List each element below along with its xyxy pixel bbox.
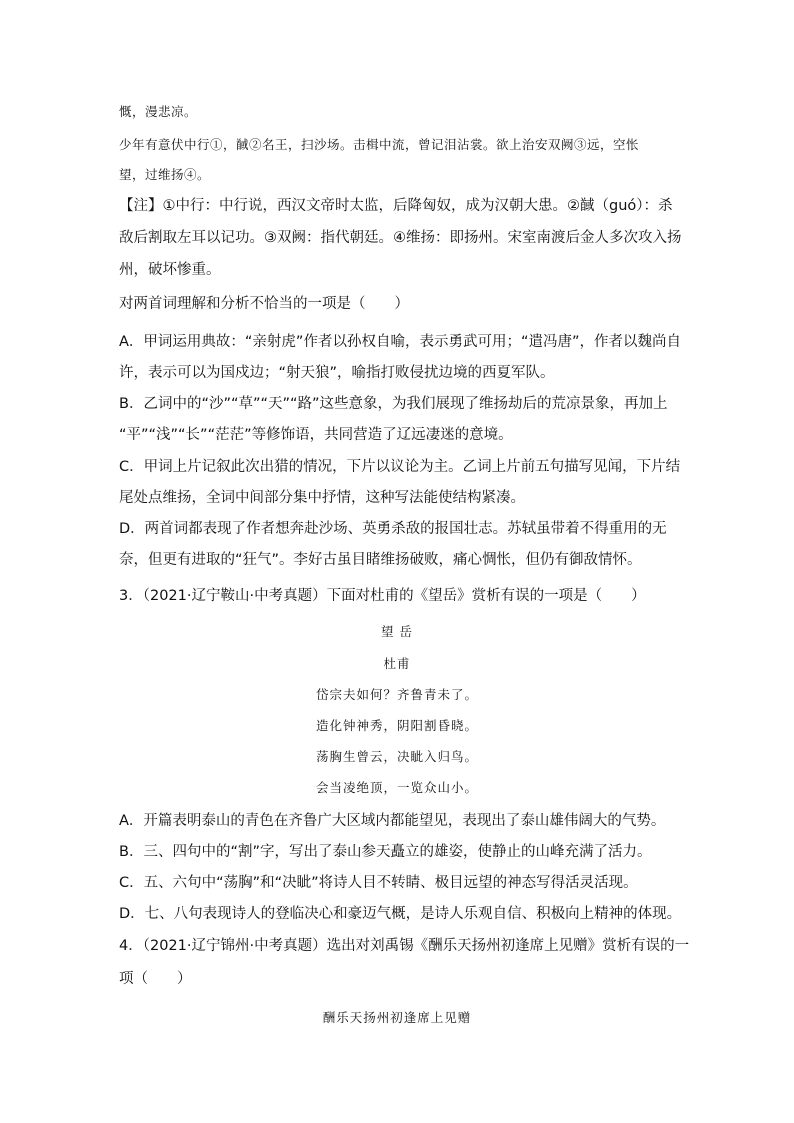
ci-line: 望，过维扬④。 xyxy=(119,167,211,182)
option-d: D．七、八句表现诗人的登临决心和豪迈气概，是诗人乐观自信、积极向上精神的体现。 xyxy=(119,906,682,922)
option-c: C．五、六句中“荡胸”和“决眦”将诗人目不转睛、极目远望的神态写得活灵活现。 xyxy=(119,875,638,891)
poem-line: 造化钟神秀，阴阳割昏晓。 xyxy=(315,718,478,733)
option-c-cont: 尾处点维扬，全词中间部分集中抒情，这种写法能使结构紧凑。 xyxy=(119,490,525,506)
option-a: A．开篇表明泰山的青色在齐鲁广大区域内都能望见，表现出了泰山雄伟阔大的气势。 xyxy=(119,813,666,829)
option-d-cont: 奈，但更有进取的“狂气”。李好古虽目睹维扬破败，痛心惆怅，但仍有御敌情怀。 xyxy=(119,552,642,568)
poem-title: 酬乐天扬州初逢席上见赠 xyxy=(322,1010,472,1025)
poem-author: 杜甫 xyxy=(383,656,411,671)
note-line: 敌后割取左耳以记功。③双阙：指代朝廷。④维扬：即扬州。宋室南渡后金人多次攻入扬 xyxy=(119,230,682,246)
question-stem: 3．（2021·辽宁鞍山·中考真题）下面对杜甫的《望岳》赏析有误的一项是（ ） xyxy=(119,588,646,604)
question-stem: 4．（2021·辽宁锦州·中考真题）选出对刘禹锡《酬乐天扬州初逢席上见赠》赏析有误的一 xyxy=(119,938,690,954)
ci-line: 慨，漫悲凉。 xyxy=(119,104,198,119)
note-line: 【注】①中行：中行说，西汉文帝时太监，后降匈奴，成为汉朝大患。②馘（guó）：杀 xyxy=(119,198,673,214)
option-d: D．两首词都表现了作者想奔赴沙场、英勇杀敌的报国壮志。苏轼虽带着不得重用的无 xyxy=(119,521,667,537)
poem-line: 荡胸生曾云，决眦入归鸟。 xyxy=(315,749,478,764)
question-stem: 对两首词理解和分析不恰当的一项是（ ） xyxy=(119,296,409,312)
question-stem-cont: 项（ ） xyxy=(119,971,192,987)
option-a: A．甲词运用典故：“亲射虎”作者以孙权自喻，表示勇武可用；“遣冯唐”，作者以魏尚自 xyxy=(119,334,681,350)
poem-title: 望 岳 xyxy=(381,624,413,639)
option-b: B．乙词中的“沙”“草”“天”“路”这些意象，为我们展现了维扬劫后的荒凉景象，再加上 xyxy=(119,396,668,412)
option-a-cont: 许，表示可以为国戍边；“射天狼”，喻指打败侵扰边境的西夏军队。 xyxy=(119,365,555,381)
option-b: B．三、四句中的“割”字，写出了泰山参天矗立的雄姿，使静止的山峰充满了活力。 xyxy=(119,844,652,860)
note-line: 州，破坏惨重。 xyxy=(119,262,221,278)
poem-line: 会当凌绝顶，一览众山小。 xyxy=(315,780,478,795)
poem-line: 岱宗夫如何？齐鲁青未了。 xyxy=(315,687,478,702)
option-b-cont: “平”“浅”“长”“茫茫”等修饰语，共同营造了辽远凄迷的意境。 xyxy=(119,427,513,443)
ci-line: 少年有意伏中行①，馘②名王，扫沙场。击楫中流，曾记泪沾裳。欲上治安双阙③远，空怅 xyxy=(119,137,640,152)
option-c: C．甲词上片记叙此次出猎的情况，下片以议论为主。乙词上片前五句描写见闻，下片结 xyxy=(119,459,681,475)
